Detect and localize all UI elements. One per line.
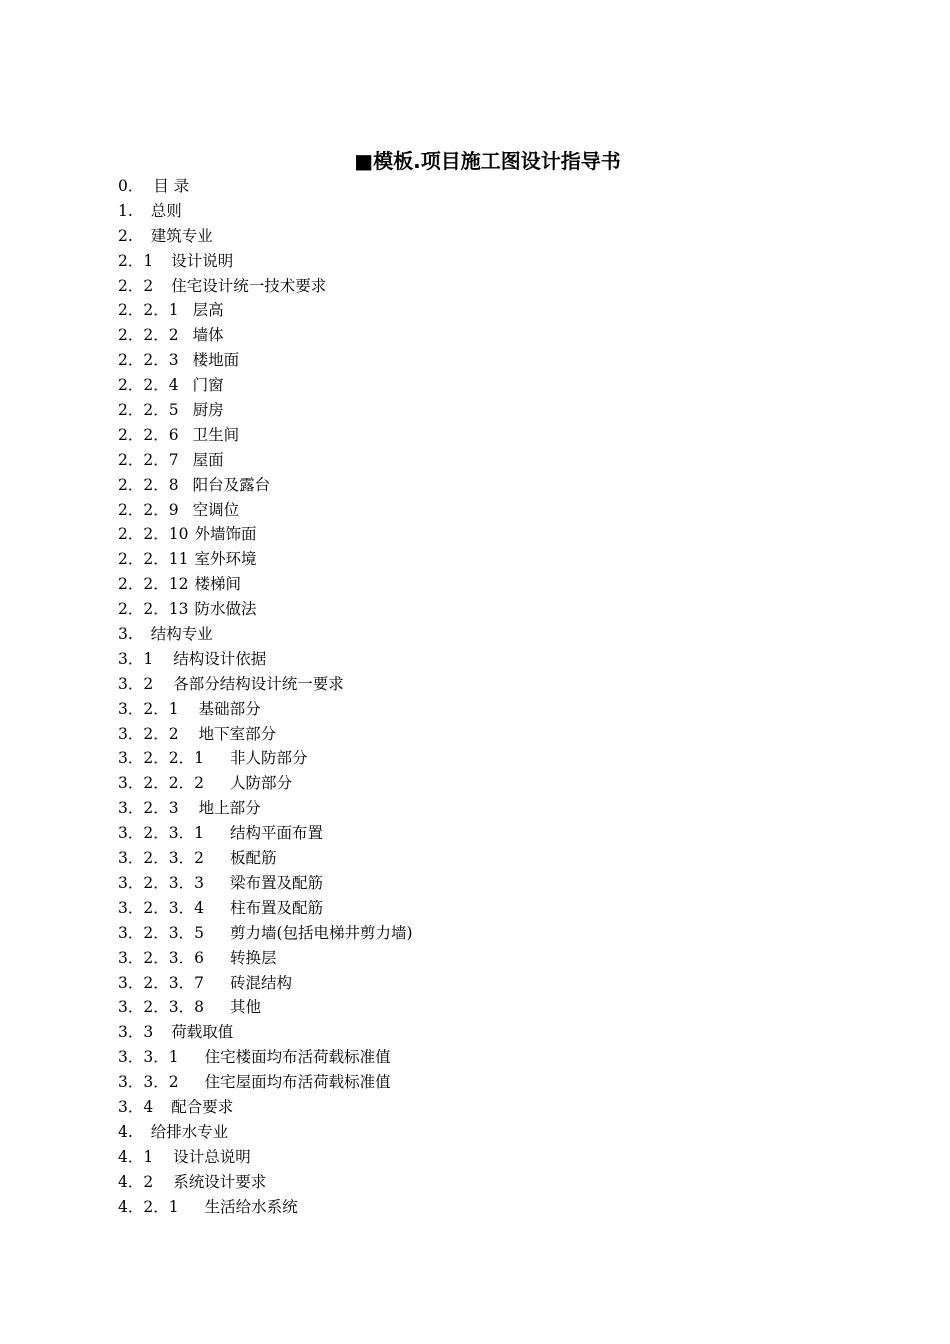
toc-entry-number: 2．2．7 [118, 450, 179, 469]
toc-entry [118, 224, 838, 249]
toc-entry-title: 砖混结构 [229, 973, 292, 992]
toc-entry-number: 3．3 [118, 1023, 154, 1042]
toc-entry-title: 厨房 [192, 401, 224, 420]
toc-entry [118, 1120, 838, 1145]
toc-entry-title: 荷载取值 [171, 1023, 234, 1042]
toc-entry-title: 结构专业 [150, 625, 213, 644]
toc-entry-title: 地下室部分 [198, 724, 277, 743]
toc-entry-number: 3．2．3．4 [118, 898, 204, 917]
toc-entry-number: 3．2．3．6 [118, 948, 204, 967]
toc-entry-title: 板配筋 [229, 849, 277, 868]
toc-entry [118, 522, 838, 547]
toc-entry-title: 外墙饰面 [194, 525, 257, 544]
toc-entry-number: 2．2．12 [118, 575, 189, 594]
toc-entry [118, 1095, 838, 1120]
toc-entry-number: 3．2．3 [118, 799, 179, 818]
toc-entry [118, 846, 838, 871]
toc-entry [118, 896, 838, 921]
toc-entry-number: 3．2．3．3 [118, 873, 204, 892]
toc-entry-title: 墙体 [192, 326, 224, 345]
toc-entry-number: 4．2．1 [118, 1197, 179, 1216]
toc-entry-title: 生活给水系统 [204, 1197, 298, 1216]
toc-entry-number: 3．4 [118, 1097, 154, 1116]
toc-entry [118, 1045, 838, 1070]
toc-entry [118, 821, 838, 846]
toc-entry [118, 771, 838, 796]
toc-entry-title: 目 录 [153, 177, 190, 195]
toc-entry [118, 498, 838, 523]
toc-entry-number: 3．2．2 [118, 724, 179, 743]
toc-entry-number: 2．2．10 [118, 525, 189, 544]
toc-entry-number: 2. [118, 226, 133, 245]
toc-entry [118, 647, 838, 672]
toc-entry [118, 1145, 838, 1170]
toc-entry [118, 398, 838, 423]
toc-entry [118, 199, 838, 224]
toc-entry-number: 3．2．3．7 [118, 973, 204, 992]
toc-entry-title: 配合要求 [171, 1097, 234, 1116]
toc-entry-number: 2．2．6 [118, 425, 179, 444]
toc-entry-number: 3．2．3．1 [118, 824, 204, 843]
toc-entry-title: 其他 [229, 998, 261, 1017]
toc-entry [118, 796, 838, 821]
toc-entry-title: 建筑专业 [150, 226, 213, 245]
toc-entry [118, 921, 838, 946]
toc-entry-title: 住宅设计统一技术要求 [171, 276, 327, 295]
toc-entry [118, 946, 838, 971]
toc-entry-number: 0． [118, 177, 144, 195]
toc-entry-title: 系统设计要求 [173, 1172, 267, 1191]
toc-entry-number: 3. [118, 625, 133, 644]
toc-entry [118, 1170, 838, 1195]
toc-entry-title: 屋面 [192, 450, 224, 469]
toc-entry-number: 3．2．1 [118, 699, 179, 718]
toc-entry [118, 597, 838, 622]
toc-entry-title: 各部分结构设计统一要求 [173, 674, 344, 693]
toc-entry-number: 3．3．1 [118, 1048, 179, 1067]
toc-entry-title: 给排水专业 [150, 1122, 229, 1141]
toc-entry [118, 697, 838, 722]
toc-entry-number: 3．2．2．2 [118, 774, 204, 793]
toc-entry-number: 2．2．8 [118, 475, 179, 494]
toc-entry-number: 2．2．3 [118, 351, 179, 370]
toc-entry-title: 非人防部分 [229, 749, 308, 768]
toc-entry-title: 住宅屋面均布活荷载标准值 [204, 1073, 391, 1092]
toc-entry-title: 设计说明 [171, 251, 234, 270]
toc-entry-title: 空调位 [192, 500, 240, 519]
toc-entry-title: 设计总说明 [173, 1147, 251, 1166]
toc-entry-number: 2．2．11 [118, 550, 189, 569]
toc-entry-number: 2．2．13 [118, 600, 189, 619]
toc-entry [118, 722, 838, 747]
toc-entry [118, 547, 838, 572]
toc-entry-number: 3．3．2 [118, 1073, 179, 1092]
toc-entry [118, 174, 838, 199]
toc-entry-title: 地上部分 [198, 799, 261, 818]
toc-entry [118, 323, 838, 348]
toc-entry-number: 2．2．1 [118, 301, 179, 320]
toc-entry-title: 梁布置及配筋 [229, 873, 323, 892]
toc-entry [118, 298, 838, 323]
toc-entry [118, 274, 838, 299]
toc-entry-number: 3．2 [118, 674, 154, 693]
toc-entry-number: 3．2．3．8 [118, 998, 204, 1017]
toc-entry [118, 448, 838, 473]
toc-entry-number: 2．1 [118, 251, 154, 270]
toc-entry-title: 结构平面布置 [229, 824, 323, 843]
toc-entry-number: 3．2．3．5 [118, 923, 204, 942]
toc-entry [118, 249, 838, 274]
toc-entry-number: 4. [118, 1122, 133, 1141]
toc-entry-number: 2．2．5 [118, 401, 179, 420]
toc-entry [118, 672, 838, 697]
toc-entry-number: 4．2 [118, 1172, 154, 1191]
toc-entry-number: 3．1 [118, 649, 154, 668]
toc-entry-title: 人防部分 [229, 774, 292, 793]
toc-entry [118, 423, 838, 448]
toc-entry [118, 1195, 838, 1220]
toc-entry-title: 基础部分 [198, 699, 261, 718]
toc-entry-title: 结构设计依据 [173, 649, 267, 668]
toc-entry [118, 622, 838, 647]
toc-entry-number: 2．2．9 [118, 500, 179, 519]
toc-entry-number: 4．1 [118, 1147, 154, 1166]
toc-entry [118, 971, 838, 996]
toc-entry-title: 阳台及露台 [192, 475, 271, 494]
toc-entry-title: 门窗 [192, 376, 224, 395]
toc-entry-title: 层高 [192, 301, 224, 320]
toc-entry-number: 2．2．2 [118, 326, 179, 345]
table-of-contents [118, 174, 838, 1219]
toc-entry [118, 348, 838, 373]
toc-entry-title: 卫生间 [192, 425, 240, 444]
document-title: ■模板.项目施工图设计指导书 [354, 149, 621, 173]
toc-entry-number: 3．2．3．2 [118, 849, 204, 868]
toc-entry-title: 转换层 [229, 948, 277, 967]
toc-entry-number: 2．2．4 [118, 376, 179, 395]
toc-entry [118, 373, 838, 398]
toc-entry [118, 473, 838, 498]
toc-entry [118, 871, 838, 896]
toc-entry-title: 总则 [150, 201, 182, 220]
toc-entry-number: 2．2 [118, 276, 154, 295]
toc-entry-title: 室外环境 [194, 550, 257, 569]
toc-entry [118, 746, 838, 771]
toc-entry-title: 楼梯间 [194, 575, 241, 594]
toc-entry [118, 572, 838, 597]
toc-entry-title: 住宅楼面均布活荷载标准值 [204, 1048, 391, 1067]
toc-entry [118, 1070, 838, 1095]
toc-entry-title: 柱布置及配筋 [229, 898, 323, 917]
toc-entry [118, 1020, 838, 1045]
toc-entry-title: 剪力墙(包括电梯井剪力墙) [229, 923, 413, 942]
toc-entry-number: 3．2．2．1 [118, 749, 204, 768]
toc-entry-title: 防水做法 [194, 600, 257, 619]
toc-entry [118, 995, 838, 1020]
toc-entry-title: 楼地面 [192, 351, 240, 370]
toc-entry-number: 1. [118, 201, 133, 220]
